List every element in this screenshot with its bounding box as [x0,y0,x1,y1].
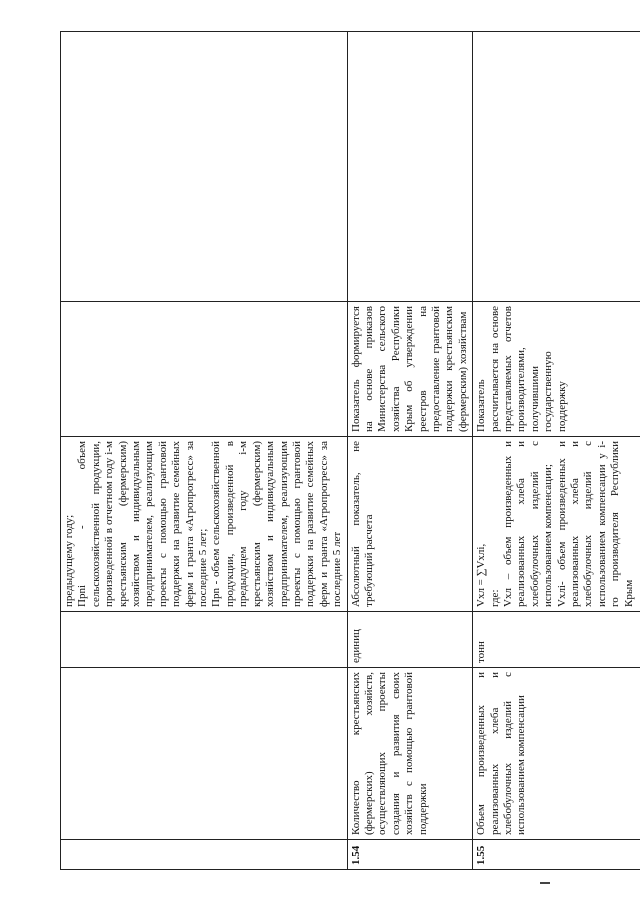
row-number [61,840,348,870]
row-number: 1.55 [473,840,640,870]
formula-line: Vхлi- объем произведенных и реализованных хлеба и хлебобулочных изделий с использованием компенсации у i-го производителя Республики Крым [555,441,635,607]
source-cell: Показатель рассчитывается на основе представляемых отчетов производителями, получившими государственную поддержку [473,302,640,437]
table-row-continued [61,32,348,870]
blank-cell [61,32,348,302]
formula-cell [473,437,640,612]
formula-cell [61,437,348,612]
blank-cell [347,32,473,302]
formula-line: Vхл – объем произведенных и реализованных хлеба и хлебобулочных изделий с использованием компенсации; [502,441,555,607]
indicator-name: Объем произведенных и реализованных хлеба и хлебобулочных изделий с использованием компенсации [473,668,640,840]
formula-line: Vхл = ∑Vхлi, [475,543,488,607]
blank-cell [473,32,640,302]
source-cell: Показатель формируется на основе приказов Министерства сельского хозяйства Республики Крым об утверждении реестров на предоставление грантовой поддержки крестьянским (фермерским) хозяйствам [347,302,473,437]
table-row-1-55 [473,32,640,870]
unit-cell: тонн [473,612,640,668]
table-row-1-54 [347,32,473,870]
rotated-table-sheet [60,32,635,870]
indicator-name [61,668,348,840]
indicator-name: Количество крестьянских (фермерских) хозяйств, осуществляющих проекты создания и развития своих хозяйств с помощью грантовой поддержки [347,668,473,840]
formula-cell [347,437,473,612]
unit-cell: единиц [347,612,473,668]
formula-line: Прni - объем сельскохозяйственной продукции, произведенной в отчетном году i-м крестьянским (фермерским) хозяйством и индивидуальным предпринимателем, реализующим проекты с помощью грантовой поддержки на развитие семейных ферм и гранта «Агропрогресс» за последние 5 лет; [76,441,210,607]
formula-line: Абсолютный показатель, не требующий расчета [349,441,375,607]
formula-line: предыдущему году; [63,514,75,607]
page-edge-mark [540,882,550,884]
row-number: 1.54 [347,840,473,870]
formula-line: Прn - объем сельскохозяйственной продукции, произведенной в предыдущем году i-м крестьянским (фермерским) хозяйством и индивидуальным предпринимателем, реализующим проекты с помощью грантовой поддержки на развитие семейных ферм и гранта «Агропрогресс» за последние 5 лет [210,441,344,607]
unit-cell [61,612,348,668]
indicator-table [60,31,640,870]
formula-line: где: [488,589,501,607]
source-cell [61,302,348,437]
